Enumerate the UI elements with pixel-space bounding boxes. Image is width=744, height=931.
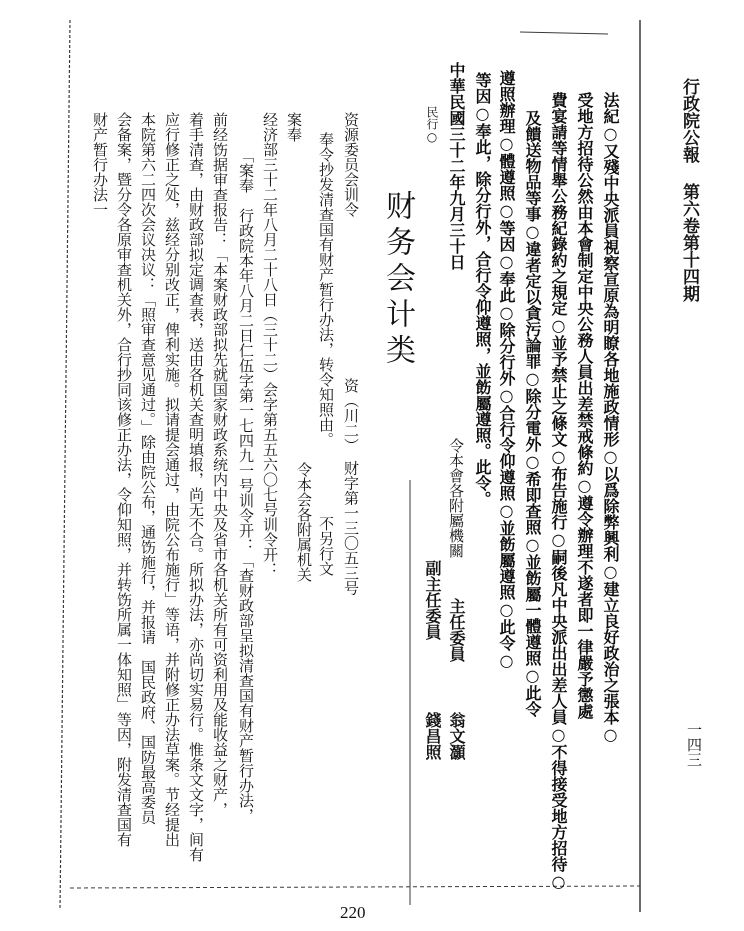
body-line-7: 财产暂行办法一 [91,112,109,217]
side-page-number: 一四三 [685,722,703,767]
page-number: 220 [340,903,366,922]
vice-chair-name: 錢昌照 [423,712,442,760]
section-title: 财务会计类 [380,190,415,370]
chair-label: 主任委員 [447,598,466,662]
chair-name: 翁文灝 [447,712,466,760]
notice-committee: 令本會各附屬機關 [447,438,465,558]
notice-line-1: 法紀○又殘中央派員視察宣原為明瞭各地施政情形○以爲除弊興利○建立良好政治之張本○ [601,92,620,744]
body-line-4: 应行修正之处，兹经分别改正，俾利实施。拟请提会通过，由院公布施行」等语，并附修正办法草案。节经提出 [163,112,181,847]
notice-date: 中華民國三十二年九月三十日 [447,62,466,270]
body-line-1: 「案奉 行政院本年八月二日仁伍字第一七四九一号训令开：「查财政部呈拟清查国有财产暂行办法， [237,148,255,823]
order-issuer: 资源委员会训令 [342,112,360,217]
notice-sender-small: 民行○ [425,106,439,144]
order-subject: 奉令抄发清查国有财产暂行办法，转令知照由。 [317,132,335,447]
order-ref-code: 资（川二） 财字第一三〇五三号 [342,378,360,596]
body-line-5: 本院第六二四次会议决议：「照审查意见通过。」除由院公布，通饬施行，并报请 国民政府、国防最高委员 [139,112,157,825]
notice-line-4: 及饋送物品等事○違者定以貪污論罪○除分電外○希即查照○並飭屬一體遵照○此令 [523,110,542,717]
label-case: 案奉 [285,112,303,142]
notice-line-5: 遵照辦理○體遵照○等因○奉此○除分行外○合行令仰遵照○並飭屬遵照○此令○ [497,70,516,670]
notice-line-3: 費宴請等情舉公務紀錄約之規定○並予禁止之條文○布告施行○嗣後凡中央派出出差人員○不得接受地方招待○ [549,92,568,891]
running-head: 行政院公報 第六卷第十四期 [679,78,699,302]
ministry-line: 经济部三十二年八月二十八日（三十二）会字第五五六〇七号训令开： [261,112,279,577]
notice-line-2: 受地方招待公然由本會制定中央公務人員出差禁戒條約○遵令辦理不遂者即一律嚴予懲處 [575,92,594,719]
order-no-separate: 不另行文 [317,516,335,576]
body-line-6: 会备案，暨分令各原审查机关外，合行抄同该修正办法，令仰知照，并转饬所属一体知照」等因，附发清查国有 [115,112,133,847]
body-line-2: 前经饬据审查报告：「本案财政部拟先就国家财政系统内中央及省市各机关所有可资利用及能收益之财产， [211,112,229,817]
order-recipients: 令本会各附属机关 [295,462,313,582]
body-line-3: 着手清查，由财政部拟定调查表，送由各机关查明填报，尚无不合。所拟办法，亦尚切实易行。惟条文文字，间有 [187,112,205,862]
vice-chair-label: 副主任委員 [423,560,442,640]
notice-closing: 等因○奉此，除分行外，合行令仰遵照，並飭屬遵照。此令。 [473,72,492,507]
